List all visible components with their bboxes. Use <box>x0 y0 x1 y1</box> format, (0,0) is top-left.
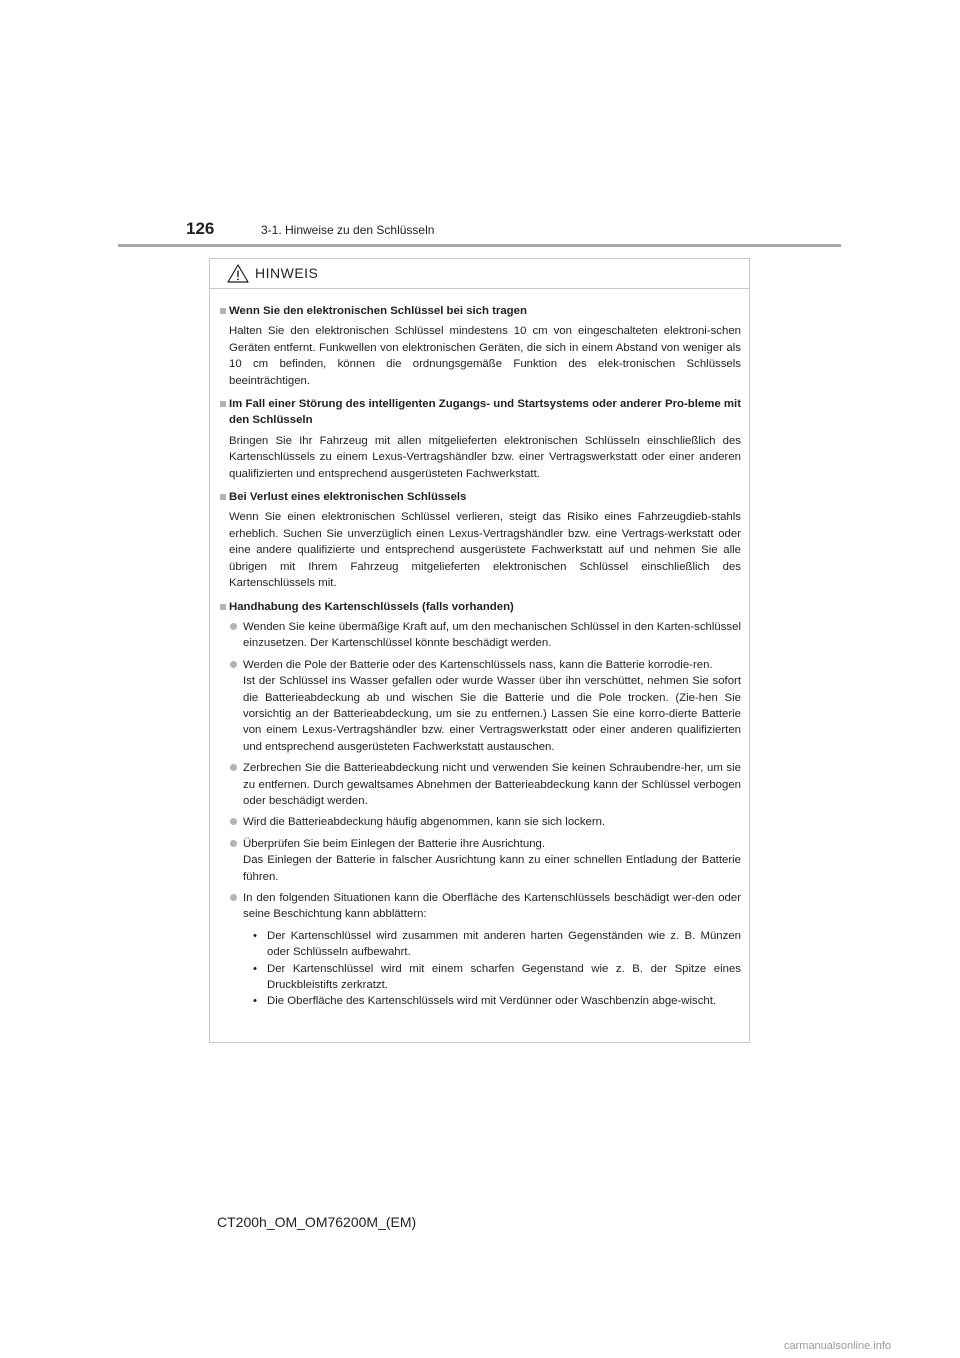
manual-code: CT200h_OM_OM76200M_(EM) <box>217 1214 417 1230</box>
section-heading: Im Fall einer Störung des intelligenten Zugangs- und Startsystems oder anderer Pro-bleme mit den Schlüsseln <box>229 398 741 427</box>
list-item: Werden die Pole der Batterie oder des Kartenschlüssels nass, kann die Batterie korrodie-ren. Ist der Schlüssel ins Wasser gefallen oder wurde Wasser über ihn verschüttet, nehmen Sie sofort die Batterieabdeckung ab und wischen Sie die Batterie und die Pole trocken. (Zie-hen Sie vorsichtig an der Batterieabdeckung, um sie zu entfernen.) Lassen Sie eine korro-dierte Batterie von einem Lexus-Vertragshändler bzw. einer Vertragswerkstatt oder einer anderen qualifizierten und entsprechend ausgerüsteten Fachwerkstatt austauschen. <box>220 657 741 755</box>
bullet-mark: • <box>253 929 257 942</box>
notice-box <box>209 258 750 1043</box>
square-bullet-icon <box>220 401 226 407</box>
notice-body <box>210 289 749 1010</box>
section-carrying-key <box>220 303 741 389</box>
sub-list-item: • Der Kartenschlüssel wird mit einem scharfen Gegenstand wie z. B. der Spitze eines Druckbleistifts zerkratzt. <box>243 961 741 994</box>
square-bullet-icon <box>220 494 226 500</box>
circle-bullet-icon <box>230 840 237 847</box>
sub-list-item: • Die Oberfläche des Kartenschlüssels wird mit Verdünner oder Waschbenzin abge-wischt. <box>243 993 741 1009</box>
list-item: Wird die Batterieabdeckung häufig abgenommen, kann sie sich lockern. <box>220 814 741 830</box>
list-item: Überprüfen Sie beim Einlegen der Batterie ihre Ausrichtung. Das Einlegen der Batterie in falscher Ausrichtung kann zu einer schnellen Entladung der Batterie führen. <box>220 836 741 885</box>
section-title: 3-1. Hinweise zu den Schlüsseln <box>261 223 435 237</box>
circle-bullet-icon <box>230 661 237 668</box>
circle-bullet-icon <box>230 894 237 901</box>
section-lost-key <box>220 489 741 591</box>
section-heading: Handhabung des Kartenschlüssels (falls vorhanden) <box>229 600 514 613</box>
page-number: 126 <box>186 219 215 238</box>
list-item: Wenden Sie keine übermäßige Kraft auf, um den mechanischen Schlüssel in den Karten-schlüssel einzusetzen. Der Kartenschlüssel könnte beschädigt werden. <box>220 619 741 652</box>
list-item: In den folgenden Situationen kann die Oberfläche des Kartenschlüssels beschädigt wer-den oder seine Beschichtung kann abblättern: • Der Kartenschlüssel wird zusammen mit anderen harten Gegenständen wie z. B. Münzen oder Schlüsseln aufbewahrt. • Der Kartenschlüssel wird mit einem scharfen Gegenstand wie z. B. der Spitze eines Druckbleistifts zerkratzt. • Die Oberfläche des Kartenschlüssels wird mit Verdünner oder Waschbenzin abge-wischt. <box>220 890 741 1010</box>
section-heading: Wenn Sie den elektronischen Schlüssel bei sich tragen <box>229 305 527 317</box>
section-text: Wenn Sie einen elektronischen Schlüssel verlieren, steigt das Risiko eines Fahrzeugdieb-stahls erheblich. Suchen Sie unverzüglich einen Lexus-Vertragshändler bzw. eine Vertrags-werkstatt oder eine andere qualifizierte und entsprechend ausgerüstete Fachwerkstatt auf und nehmen Sie alle übrigen mit Ihrem Fahrzeug mitgelieferten elektronischen Schlüssel einschließlich des Kartenschlüssels mit. <box>229 511 741 590</box>
section-text: Bringen Sie Ihr Fahrzeug mit allen mitgelieferten elektronischen Schlüsseln einschließlich des Kartenschlüssels zu einem Lexus-Vertragshändler bzw. einer Vertragswerkstatt oder einer anderen qualifizierten und entsprechend ausgerüsteten Fachwerkstatt. <box>229 434 741 480</box>
bullet-mark: • <box>253 962 257 975</box>
section-text: Halten Sie den elektronischen Schlüssel mindestens 10 cm von eingeschalteten elektroni-schen Geräten entfernt. Funkwellen von elektronischen Geräten, die sich in einem Abstand von weniger als 10 cm befinden, können die ordnungsgemäße Funktion des elek-tronischen Schlüssels beeinträchtigen. <box>229 325 741 387</box>
section-malfunction <box>220 396 741 482</box>
bullet-mark: • <box>253 995 257 1008</box>
watermark: carmanualsonline.info <box>784 1340 892 1352</box>
section-heading: Bei Verlust eines elektronischen Schlüssels <box>229 491 467 504</box>
circle-bullet-icon <box>230 623 237 630</box>
notice-header <box>210 259 749 289</box>
warning-triangle-icon <box>227 264 249 283</box>
notice-label: HINWEIS <box>255 265 319 281</box>
square-bullet-icon <box>220 308 226 314</box>
circle-bullet-icon <box>230 764 237 771</box>
circle-bullet-icon <box>230 818 237 825</box>
sub-list <box>243 928 741 1010</box>
header-rule <box>118 244 841 247</box>
square-bullet-icon <box>220 604 226 610</box>
list-item: Zerbrechen Sie die Batterieabdeckung nicht und verwenden Sie keinen Schraubendre-her, um sie zu entfernen. Durch gewaltsames Abnehmen der Batterieabdeckung kann der Schlüssel verbogen oder beschädigt werden. <box>220 760 741 809</box>
section-card-key-handling <box>220 599 741 1010</box>
sub-list-item: • Der Kartenschlüssel wird zusammen mit anderen harten Gegenständen wie z. B. Münzen oder Schlüsseln aufbewahrt. <box>243 928 741 961</box>
